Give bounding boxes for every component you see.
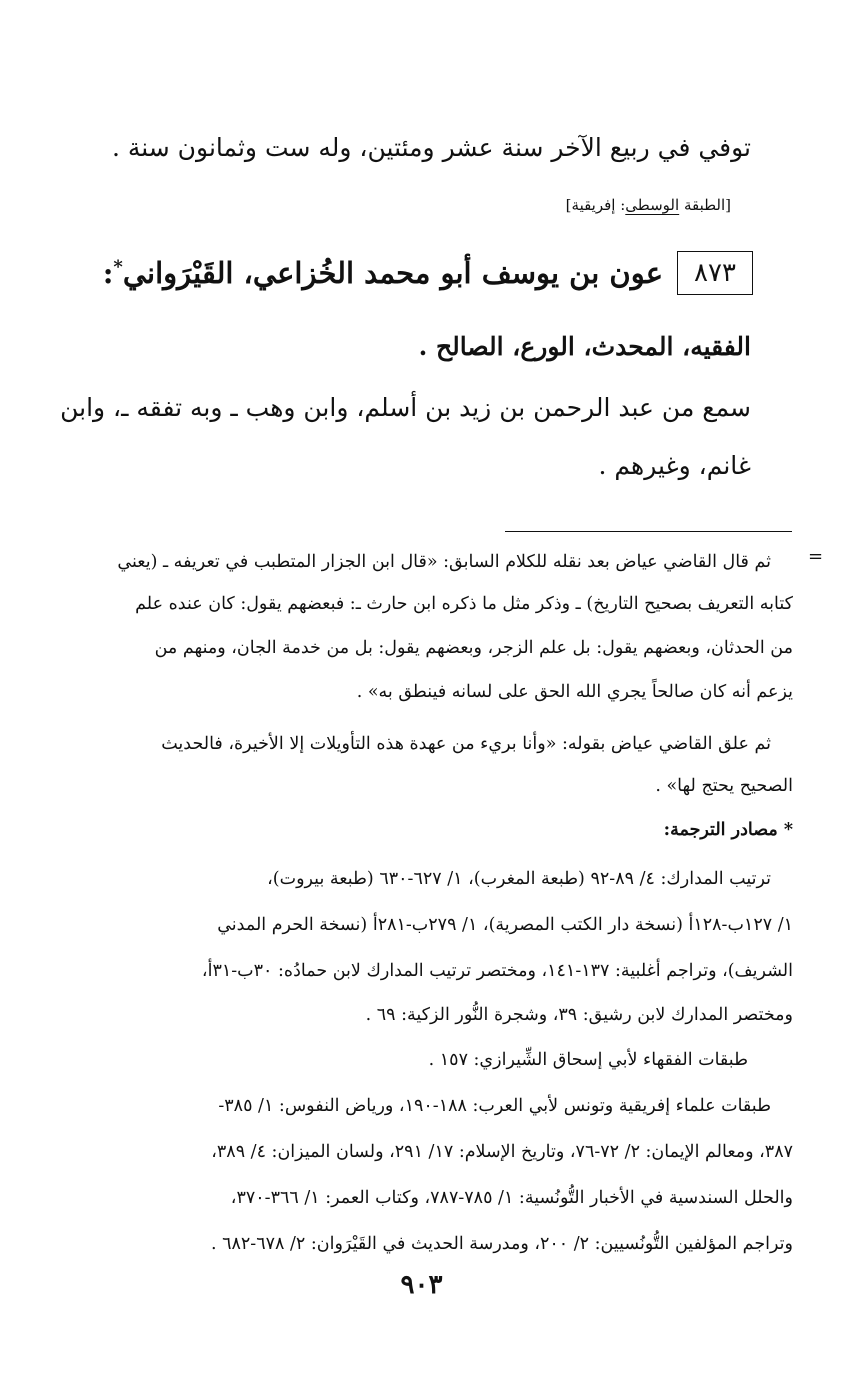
tabaqa-label [566,196,731,214]
footnote-line: من الحدثان، وبعضهم يقول: بل علم الزجر، وبعضهم يقول: بل من خدمة الجان، ومنهم من [154,638,793,658]
tabaqa-open: [الطبقة [679,196,731,214]
footnote-marker: * [113,256,123,278]
death-date-line: توفي في ربيع الآخر سنة عشر ومئتين، وله ست وثمانون سنة . [111,133,751,162]
page-number: ٩٠٣ [400,1270,443,1300]
footnote-line: ثم قال القاضي عياض بعد نقله للكلام السابق: «قال ابن الجزار المتطبب في تعريفه ـ (يعني [117,552,771,572]
entry-number-box: ٨٧٣ [677,251,753,295]
entry-heading [103,242,753,304]
source-line: ومختصر المدارك لابن رشيق: ٣٩، وشجرة النُّور الزكية: ٦٩ . [365,1005,793,1025]
tabaqa-close: : إفريقية] [565,196,626,214]
teachers-line: غانم، وغيرهم . [598,451,751,480]
footnote-line: كتابه التعريف بصحيح التاريخ) ـ وذكر مثل ما ذكره ابن حارث ـ: فبعضهم يقول: كان عنده علم [135,594,793,614]
footnote-line: يزعم أنه كان صالحاً يجري الله الحق على لسانه فينطق به» . [356,682,793,702]
footnote-separator [505,531,792,532]
source-line: ترتيب المدارك: ٤/ ٨٩-٩٢ (طبعة المغرب)، ١/ ٦٢٧-٦٣٠ (طبعة بيروت)، [267,869,771,889]
footnote-line: ثم علق القاضي عياض بقوله: «وأنا بريء من عهدة هذه التأويلات إلا الأخيرة، فالحديث [161,734,771,754]
source-line: ١/ ١٢٧ب-١٢٨أ (نسخة دار الكتب المصرية)، ١/ ٢٧٩ب-٢٨١أ (نسخة الحرم المدني [217,915,793,935]
teachers-line: سمع من عبد الرحمن بن زيد بن أسلم، وابن وهب ـ وبه تفقه ـ، وابن [60,393,751,422]
footnote-continuation-mark: = [808,546,824,567]
source-line: وتراجم المؤلفين التُّونُسيين: ٢/ ٢٠٠، ومدرسة الحديث في القَيْرَوان: ٢/ ٦٧٨-٦٨٢ . [210,1234,793,1254]
source-line: الشريف)، وتراجم أغلبية: ١٣٧-١٤١، ومختصر ترتيب المدارك لابن حمادُه: ٣٠ب-٣١أ، [201,961,793,981]
source-line: طبقات علماء إفريقية وتونس لأبي العرب: ١٨٨-١٩٠، ورياض النفوس: ١/ ٣٨٥- [218,1096,771,1116]
entry-title-suffix: : [102,256,114,290]
source-line: طبقات الفقهاء لأبي إسحاق الشِّيرازي: ١٥٧ . [428,1050,748,1070]
source-line: والحلل السندسية في الأخبار التُّونُسية: ١/ ٧٨٥-٧٨٧، وكتاب العمر: ١/ ٣٦٦-٣٧٠، [230,1188,793,1208]
epithets-line: الفقيه، المحدث، الورع، الصالح . [418,332,751,361]
tabaqa-underlined: الوسطى [625,196,680,214]
sources-heading: * مصادر الترجمة: [663,820,793,840]
entry-title [103,256,663,290]
entry-name: عون بن يوسف أبو محمد الخُزاعي، القَيْرَواني [122,256,663,290]
source-line: ٣٨٧، ومعالم الإيمان: ٢/ ٧٢-٧٦، وتاريخ الإسلام: ١٧/ ٢٩١، ولسان الميزان: ٤/ ٣٨٩، [211,1142,793,1162]
footnote-line: الصحيح يحتج لها» . [655,776,793,796]
